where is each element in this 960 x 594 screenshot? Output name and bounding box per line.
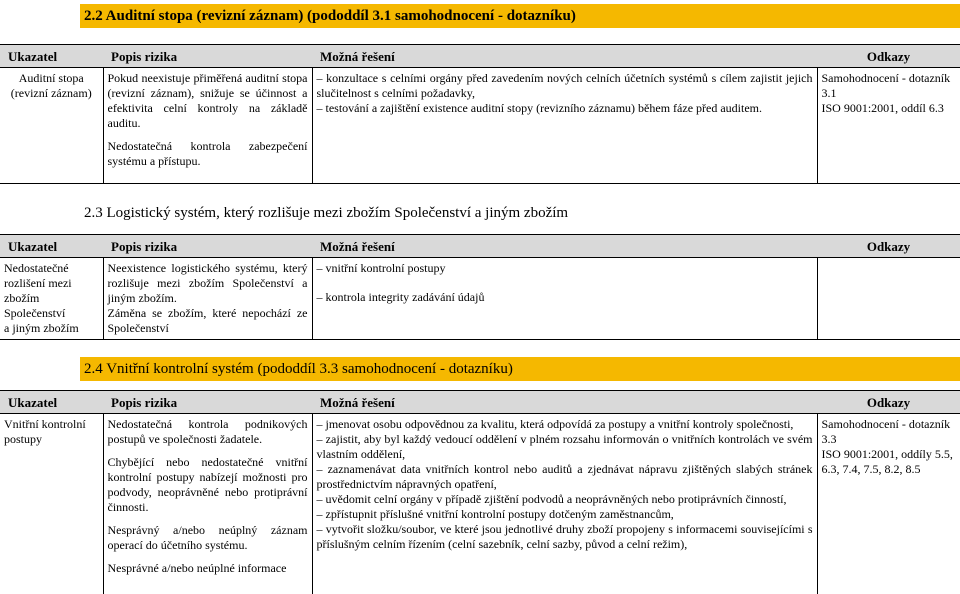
popis-rizika-cell: Neexistence logistického systému, který rozlišuje mezi zbožím Společenství a jiným zbožím. Záměna se zbožím, které nepochází ze Společenství: [103, 258, 312, 340]
header-ukazatel: Ukazatel: [0, 45, 103, 68]
header-ukazatel: Ukazatel: [0, 235, 103, 258]
odkazy-cell: Samohodnocení - dotazník 3.3 ISO 9001:2001, oddíly 5.5, 6.3, 7.4, 7.5, 8.2, 8.5: [817, 414, 960, 594]
ukazatel-cell: Nedostatečné rozlišení mezi zbožím Společenství a jiným zbožím: [0, 258, 103, 340]
table-row: [0, 258, 960, 340]
header-mozna-reseni: Možná řešení: [312, 235, 817, 258]
header-popis-rizika: Popis rizika: [103, 391, 312, 414]
section-title-2-2: 2.2 Auditní stopa (revizní záznam) (pododdíl 3.1 samohodnocení - dotazníku): [80, 4, 960, 28]
mozna-reseni-cell: – vnitřní kontrolní postupy – kontrola integrity zadávání údajů: [312, 258, 817, 340]
ukazatel-cell: Vnitřní kontrolní postupy: [0, 414, 103, 594]
table-row: [0, 414, 960, 594]
risk-table-2-2: [0, 44, 960, 184]
popis-rizika-cell: Pokud neexistuje přiměřená auditní stopa (revizní záznam), snižuje se účinnost a efektivita celní kontroly na základě auditu. Nedostatečná kontrola zabezpečení systému a přístupu.: [103, 68, 312, 184]
popis-rizika-cell: Nedostatečná kontrola podnikových postupů ve společnosti žadatele. Chybějící nebo nedostatečné vnitřní kontrolní postupy nabízejí možnosti pro podvody, neoprávněné nebo protiprávní činnosti. Nesprávný a/nebo neúplný záznam operací do účetního systému. Nesprávné a/nebo neúplné informace: [103, 414, 312, 594]
risk-table-2-4: [0, 390, 960, 594]
section-title-2-4: 2.4 Vnitřní kontrolní systém (pododdíl 3.3 samohodnocení - dotazníku): [80, 357, 960, 381]
header-popis-rizika: Popis rizika: [103, 235, 312, 258]
risk-table-2-3: [0, 234, 960, 340]
table-row: [0, 68, 960, 184]
header-odkazy: Odkazy: [817, 45, 960, 68]
header-mozna-reseni: Možná řešení: [312, 391, 817, 414]
header-popis-rizika: Popis rizika: [103, 45, 312, 68]
section-title-2-3: 2.3 Logistický systém, který rozlišuje mezi zbožím Společenství a jiným zbožím: [84, 205, 569, 221]
mozna-reseni-cell: – konzultace s celními orgány před zavedením nových celních účetních systémů s cílem zajistit jejich slučitelnost s celními požadavky, – testování a zajištění existence auditní stopy (revizního záznamu) během fáze před auditem.: [312, 68, 817, 184]
odkazy-cell: [817, 258, 960, 340]
header-odkazy: Odkazy: [817, 235, 960, 258]
odkazy-cell: Samohodnocení - dotazník 3.1 ISO 9001:2001, oddíl 6.3: [817, 68, 960, 184]
ukazatel-cell: Auditní stopa (revizní záznam): [0, 68, 103, 184]
header-odkazy: Odkazy: [817, 391, 960, 414]
header-ukazatel: Ukazatel: [0, 391, 103, 414]
header-mozna-reseni: Možná řešení: [312, 45, 817, 68]
mozna-reseni-cell: – jmenovat osobu odpovědnou za kvalitu, která odpovídá za postupy a vnitřní kontroly společnosti, – zajistit, aby byl každý vedoucí oddělení v plném rozsahu informován o vnitřních kontrolách ve svém vlastním oddělení, – zaznamenávat data vnitřních kontrol nebo auditů a zjednávat nápravu zjištěných slabých stránek prostřednictvím nápravných opatření, – uvědomit celní orgány v případě zjištění podvodů a neoprávněných nebo protiprávních činností, – zpřístupnit příslušné vnitřní kontrolní postupy dotčeným zaměstnancům, – vytvořit složku/soubor, ve které jsou jednotlivé druhy zboží propojeny s informacemi souvisejícími s příslušným celním řízením (celní sazebník, celní sazby, původ a celní režim),: [312, 414, 817, 594]
